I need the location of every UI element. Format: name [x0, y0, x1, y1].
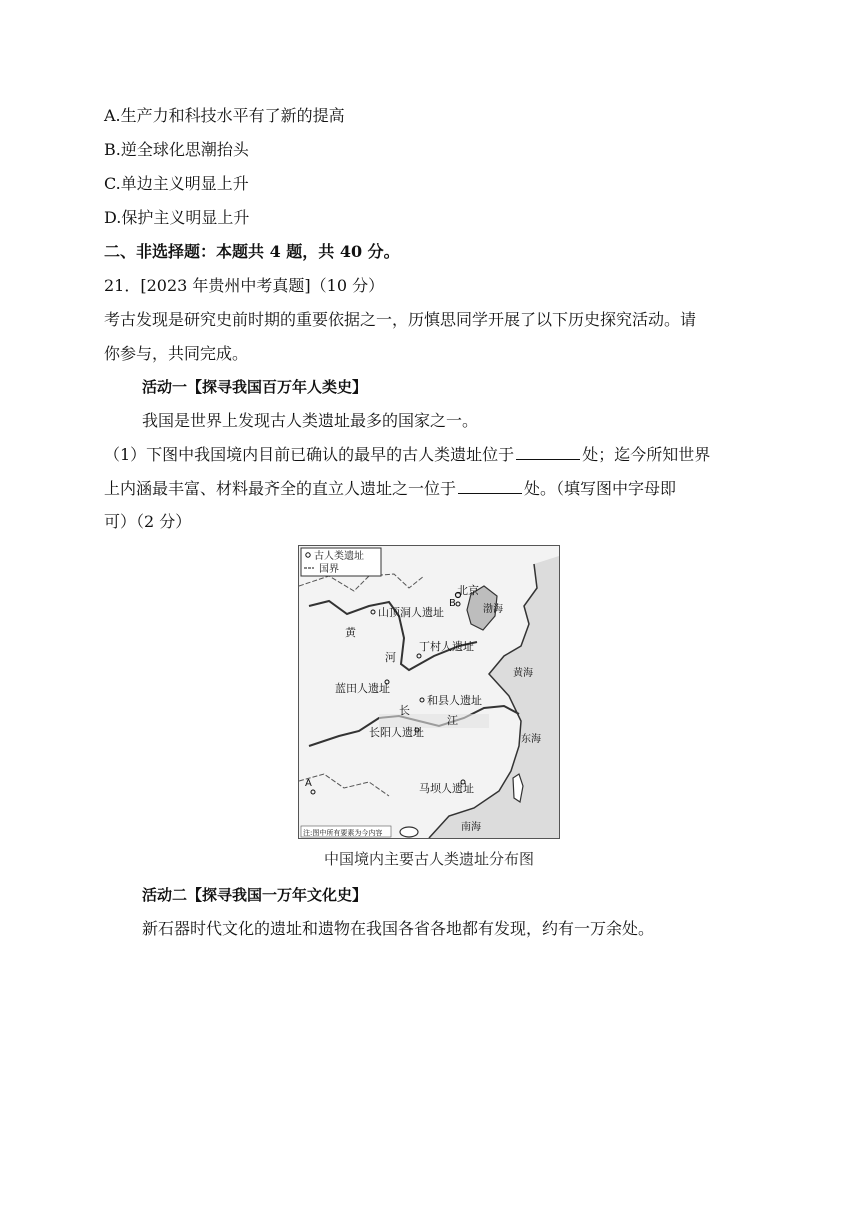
option-d: D.保护主义明显上升 [104, 208, 250, 227]
huang-label: 黄 [345, 626, 356, 639]
map-note: 注:图中所有要素为今内容 [303, 829, 383, 837]
subq1-part-1: （1）下图中我国境内目前已确认的最早的古人类遗址位于 [104, 445, 515, 464]
ancient-sites-map [298, 545, 560, 839]
changyang-label: 长阳人遗址 [369, 726, 424, 739]
option-a: A.生产力和科技水平有了新的提高 [104, 106, 345, 125]
jiang-label: 江 [447, 714, 458, 727]
activity-2-title: 活动二【探寻我国一万年文化史】 [142, 886, 368, 904]
subq1-part-2: 处；迄今所知世界 [582, 445, 711, 464]
nanhai-label: 南海 [461, 822, 481, 833]
question-header: 21．[2023 年贵州中考真题]（10 分） [104, 276, 385, 295]
option-b: B.逆全球化思潮抬头 [104, 140, 249, 159]
activity-2-text: 新石器时代文化的遗址和遗物在我国各省各地都有发现，约有一万余处。 [142, 919, 655, 938]
legend-border-label: 国界 [319, 564, 339, 575]
shandingdong-label: 山顶洞人遗址 [378, 606, 444, 619]
lantian-label: 蓝田人遗址 [335, 682, 390, 695]
donghai-label: 东海 [521, 734, 541, 745]
question-intro-line-2: 你参与，共同完成。 [104, 344, 249, 363]
subq1-part-4: 处。（填写图中字母即 [524, 479, 677, 498]
beijing-label: 北京 [457, 584, 479, 597]
subquestion-1-line-2 [104, 477, 676, 500]
answer-blank-1[interactable] [516, 443, 580, 460]
bohai-label: 渤海 [483, 604, 503, 615]
section-heading: 二、非选择题：本题共 4 题，共 40 分。 [104, 242, 400, 261]
site-a-label: A [305, 778, 312, 789]
activity-1-text: 我国是世界上发现古人类遗址最多的国家之一。 [142, 411, 479, 430]
subquestion-1-line-3: 可）（2 分） [104, 512, 192, 531]
dingcun-label: 丁村人遗址 [419, 640, 474, 653]
he-label: 河 [385, 651, 396, 664]
answer-blank-2[interactable] [458, 477, 522, 494]
subq1-part-3: 上内涵最丰富、材料最齐全的直立人遗址之一位于 [104, 479, 457, 498]
map-svg [299, 546, 559, 838]
chang-label: 长 [399, 704, 410, 717]
hainan-island [400, 827, 418, 837]
huanghai-label: 黄海 [513, 668, 533, 679]
legend-site-label: 古人类遗址 [314, 551, 364, 562]
option-c: C.单边主义明显上升 [104, 174, 249, 193]
maba-label: 马坝人遗址 [419, 782, 474, 795]
map-caption: 中国境内主要古人类遗址分布图 [323, 850, 534, 868]
question-intro-line-1: 考古发现是研究史前时期的重要依据之一，历慎思同学开展了以下历史探究活动。请 [104, 310, 697, 329]
subquestion-1-line-1 [104, 443, 710, 466]
activity-1-title: 活动一【探寻我国百万年人类史】 [142, 378, 368, 396]
site-b-label: B [449, 598, 456, 609]
hexian-label: 和县人遗址 [427, 694, 482, 707]
